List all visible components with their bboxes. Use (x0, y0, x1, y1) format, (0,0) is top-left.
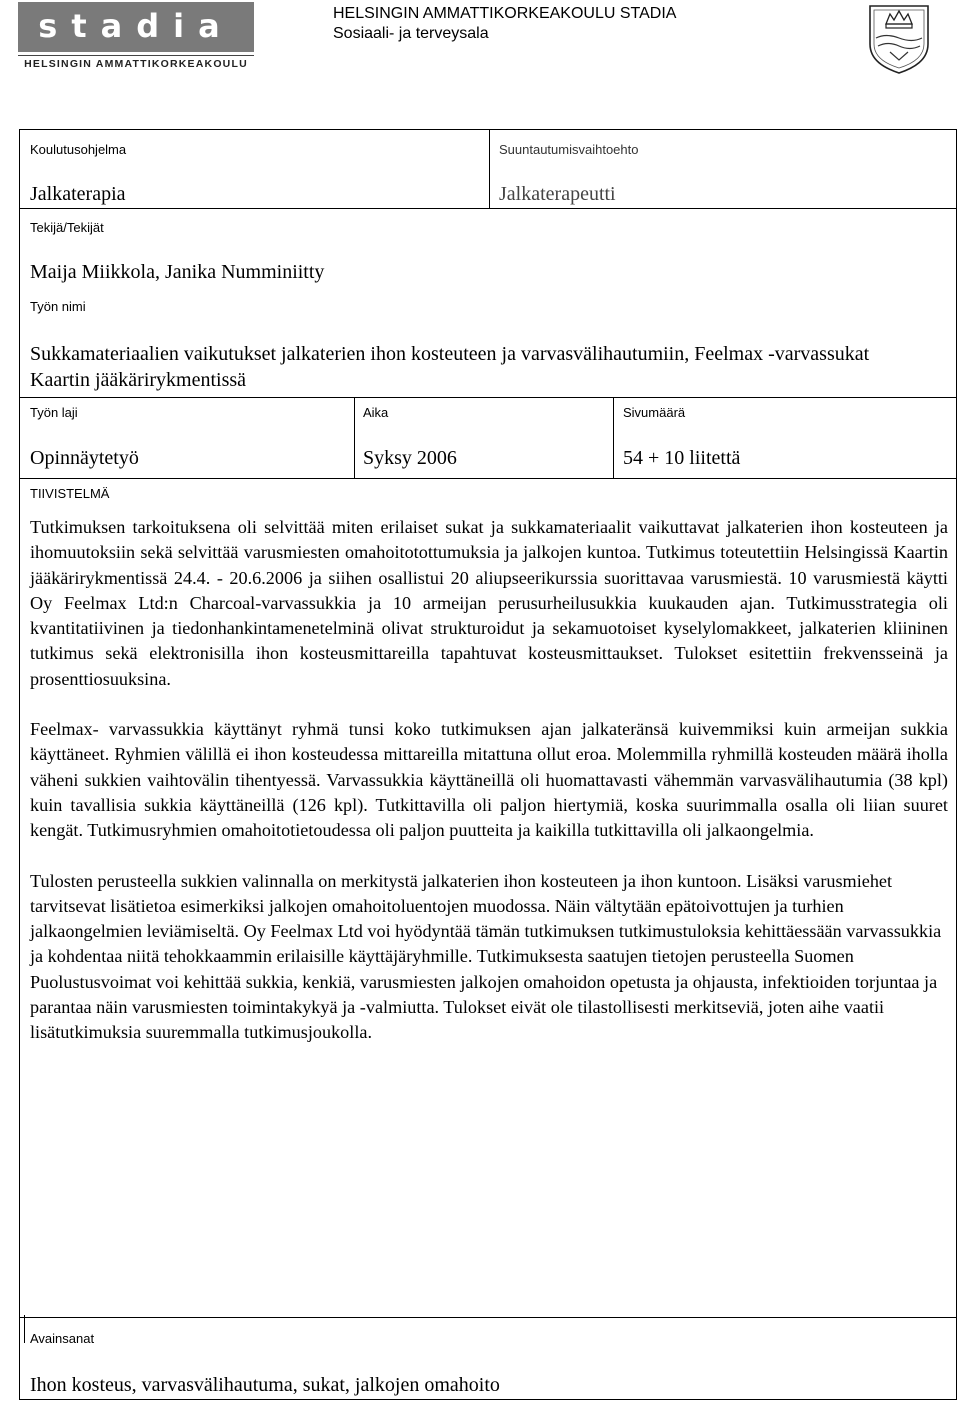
logo-divider (18, 55, 254, 56)
pages-label: Sivumäärä (623, 405, 686, 420)
abstract-paragraph: Tulosten perusteella sukkien valinnalla on merkitystä jalkaterien ihon kosteuteen ja ihon kuntoon. Lisäksi varusmiehet tarvitsevat lisätietoa esimerkiksi jalkojen omahoitoluentojen muodossa. Näin vältytään epätoivottujen ja turhien jalkaongelmien leviämiseltä. Oy Feelmax Ltd voi hyödyntää tämän tutkimuksen tutkimustuloksia kehittäessään varvassukkia ja kohdentaa niitä tehokkaammin erilaisille käyttäjäryhmille. Tutkimuksesta saatujen tietojen perusteella Suomen Puolustusvoimat voi kehittää sukkia, kenkiä, varusmiesten jalkojen omahoidon opetusta ja ohjausta, infektioiden torjuntaa ja parantaa näin varusmiesten toimintakykyä ja -valmiutta. Tulokset eivät ole tilastollisesti merkitseviä, joten aihe vaatii lisätutkimuksia suuremmalla tutkimusjoukolla. (30, 870, 942, 1043)
logo-box (18, 2, 254, 52)
abstract-form (19, 129, 957, 1400)
institution-header (333, 4, 676, 44)
row-divider (20, 397, 956, 398)
helsinki-crest-icon (866, 0, 932, 74)
abstract-paragraph: Feelmax- varvassukkia käyttänyt ryhmä tunsi koko tutkimuksen ajan jalkateränsä kuivemmiksi kuin armeijan sukkia käyttäneet. Ryhmien välillä ei ihon kosteudessa mittareilla mitattuna ollut eroa. Molemmilla ryhmillä kosteuden määrä iholla väheni sukkien vaihtovälin tihentyessä. Varvassukkia käyttäneillä oli huomattavasti vähemmän varvasvälihautumia (38 kpl) kuin tavallisia sukkia käyttäneillä (126 kpl). Tutkittavilla oli paljon hiertymiä, koska suurimmalla osalla oli liian suuret kengät. Tutkimusryhmien omahoitotietoudessa oli paljon puutteita ja kaikilla tutkittavilla oli jalkaongelmia. (30, 719, 948, 841)
authors-value: Maija Miikkola, Janika Numminiitty (30, 261, 325, 283)
specialization-value: Jalkaterapeutti (499, 183, 616, 205)
row-divider (20, 1317, 956, 1318)
work-title-label: Työn nimi (30, 299, 86, 314)
institution-name: HELSINGIN AMMATTIKORKEAKOULU STADIA (333, 5, 677, 22)
col-divider (354, 397, 355, 479)
abstract-label: TIIVISTELMÄ (30, 486, 110, 501)
degree-programme-label: Koulutusohjelma (30, 142, 127, 157)
col-divider (489, 130, 490, 209)
pages-value: 54 + 10 liitettä (623, 447, 741, 469)
logo-word: stadia (38, 7, 234, 45)
row-divider (20, 208, 956, 209)
abstract-body (30, 515, 948, 1071)
logo-subtitle: HELSINGIN AMMATTIKORKEAKOULU (24, 58, 248, 70)
authors-label: Tekijä/Tekijät (30, 220, 104, 235)
time-value: Syksy 2006 (363, 447, 457, 469)
row-divider (20, 478, 956, 479)
specialization-label: Suuntautumisvaihtoehto (499, 142, 639, 157)
margin-bar (24, 1315, 25, 1343)
col-divider (613, 397, 614, 479)
keywords-label: Avainsanat (30, 1331, 95, 1346)
degree-programme-value: Jalkaterapia (30, 183, 126, 205)
stadia-logo (18, 2, 254, 76)
work-type-value: Opinnäytetyö (30, 447, 139, 469)
work-type-label: Työn laji (30, 405, 78, 420)
work-title-value: Sukkamateriaalien vaikutukset jalkaterien ihon kosteuteen ja varvasvälihautumiin, Feelmax -varvassukat Kaartin jääkärirykmentissä (30, 343, 870, 391)
institution-department: Sosiaali- ja terveysala (333, 25, 489, 42)
abstract-paragraph: Tutkimuksen tarkoituksena oli selvittää miten erilaiset sukat ja sukkamateriaalit vaikuttavat jalkaterien ihon kosteuteen ja ihomuutoksiin sekä selvittää varusmiesten omahoitotottumuksia ja jalkojen kuntoa. Tutkimus toteutettiin Helsingissä Kaartin jääkärirykmentissä 24.4. - 20.6.2006 ja siihen osallistui 20 aliupseerikurssia suorittavaa varusmiestä. 10 varusmiestä käytti Oy Feelmax Ltd:n Charcoal-varvassukkia ja 10 armeijan perusurheilusukkia kuukauden ajan. Tutkimusstrategia oli kvantitatiivinen ja tiedonhankintamenetelminä olivat strukturoidut ja sekamuotoiset kyselylomakkeet, jalkaterien kliininen tutkimus sekä elektronisilla ihon kosteusmittareilla tapahtuvat kosteusmittaukset. Tulokset esitettiin frekvensseinä ja prosenttiosuuksina. (30, 517, 948, 689)
keywords-value: Ihon kosteus, varvasvälihautuma, sukat, jalkojen omahoito (30, 1374, 500, 1396)
time-label: Aika (363, 405, 389, 420)
